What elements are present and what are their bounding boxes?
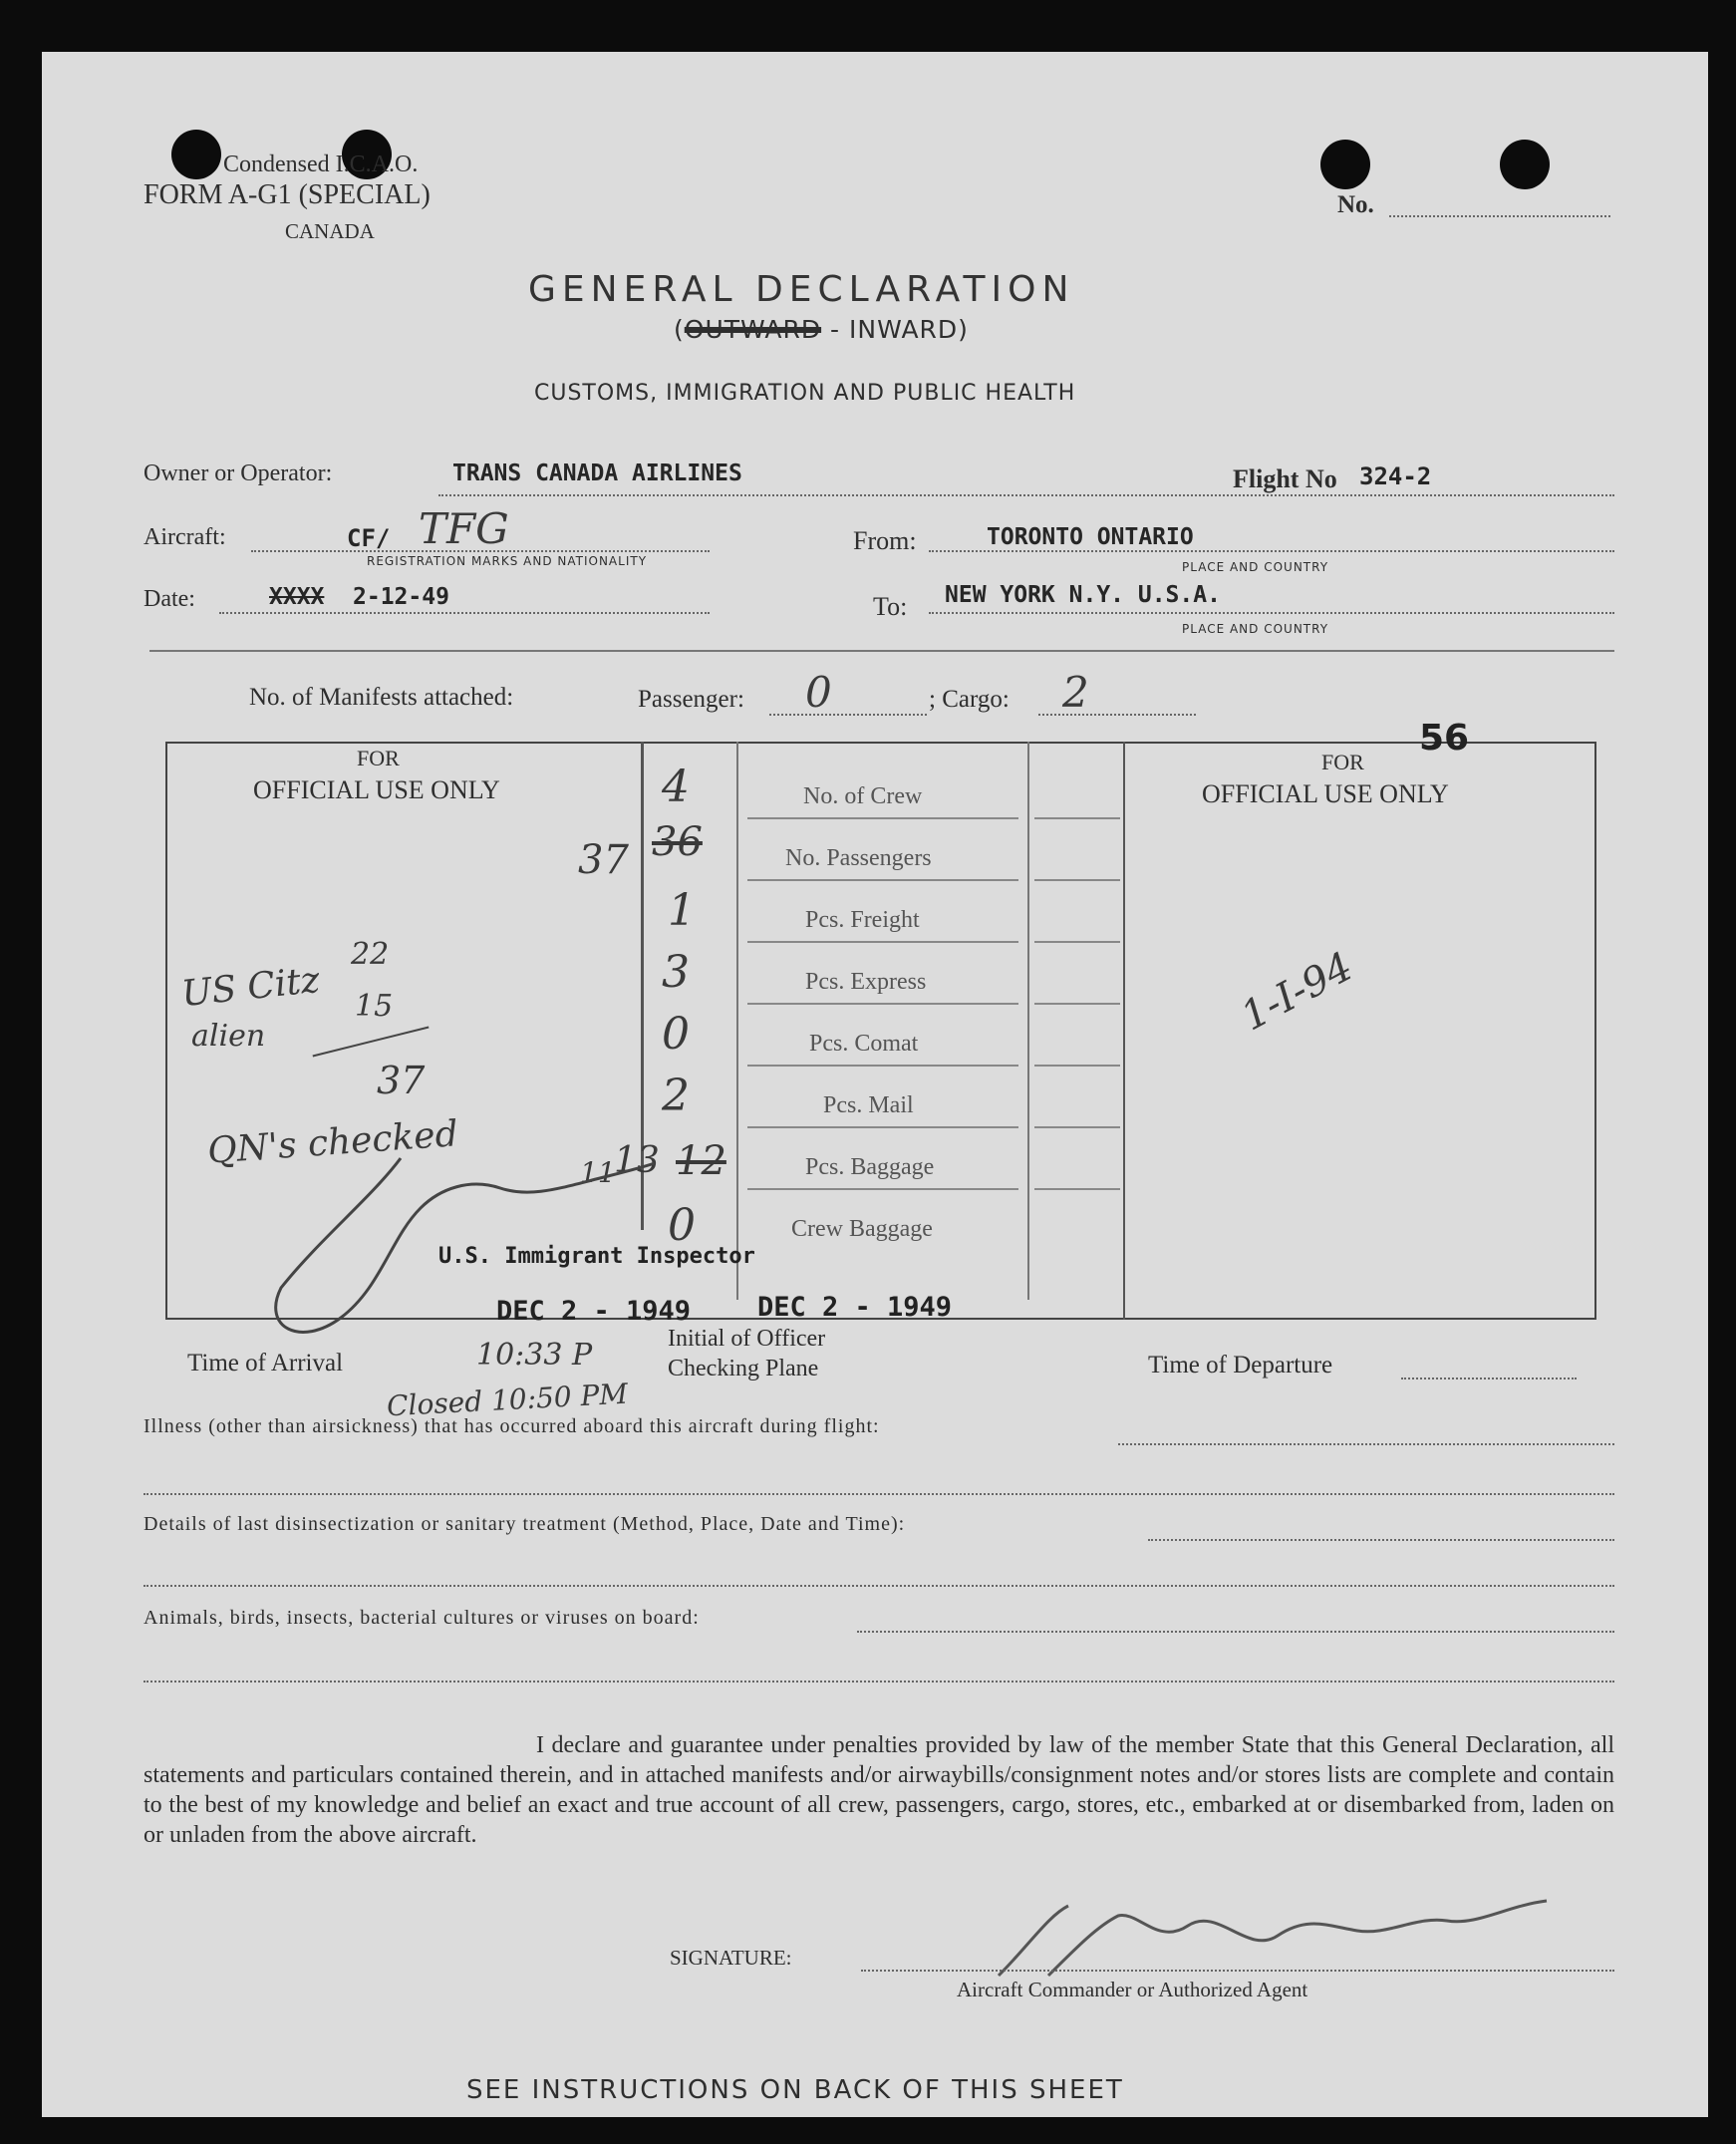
freight-count: 1: [668, 885, 696, 936]
from-label: From:: [853, 526, 917, 555]
date-value: 2-12-49: [353, 584, 449, 610]
owner-line: [438, 494, 1614, 496]
animals-label: Animals, birds, insects, bacterial cultures or viruses on board:: [144, 1607, 700, 1629]
no-field: [1389, 215, 1610, 217]
row-line-3b: [1034, 941, 1120, 943]
owner-label: Owner or Operator:: [144, 460, 333, 486]
officer-label-2: Checking Plane: [668, 1356, 819, 1381]
baggage-correction: 13: [614, 1140, 660, 1181]
mail-count: 2: [662, 1071, 690, 1121]
closed-time-value: Closed 10:50 PM: [386, 1377, 629, 1423]
punch-hole-left-1: [171, 130, 221, 179]
owner-value: TRANS CANADA AIRLINES: [452, 460, 742, 486]
passenger-label: Passenger:: [638, 686, 744, 713]
passengers-label: No. Passengers: [785, 845, 932, 871]
form-id-line1: Condensed I.C.A.O.: [223, 152, 419, 177]
punch-hole-right-2: [1500, 140, 1550, 189]
mail-label: Pcs. Mail: [823, 1092, 914, 1118]
passenger-correction: 37: [578, 837, 629, 883]
punch-hole-right-1: [1320, 140, 1370, 189]
from-line: [929, 550, 1614, 552]
aircraft-caption: REGISTRATION MARKS AND NATIONALITY: [367, 554, 648, 568]
form-category: CUSTOMS, IMMIGRATION AND PUBLIC HEALTH: [534, 381, 1076, 406]
disinsect-label: Details of last disinsectization or sanitary treatment (Method, Place, Date and Time):: [144, 1513, 906, 1535]
to-value: NEW YORK N.Y. U.S.A.: [945, 582, 1221, 608]
declaration-text: I declare and guarantee under penalties provided by law of the member State that this General Declaration, all statements and particulars contained therein, and in attached manifests and/or airwaybills/consignment notes and/or stores lists are complete and contain to the best of my knowledge and belief an exact and true account of all crew, passengers, cargo, stores, etc., embarked at or disembarked from, laden on or unladen from the above aircraft.: [144, 1732, 1614, 1848]
row-line-4: [747, 1003, 1018, 1005]
row-line-5b: [1034, 1065, 1120, 1067]
box-col-divider-3: [1027, 742, 1029, 1300]
aircraft-prefix: CF/: [347, 524, 391, 552]
form-id-line2: FORM A-G1 (SPECIAL): [144, 179, 431, 210]
footer-instructions: SEE INSTRUCTIONS ON BACK OF THIS SHEET: [466, 2075, 1124, 2105]
express-count: 3: [662, 947, 690, 998]
crew-label: No. of Crew: [803, 783, 923, 809]
row-line-1b: [1034, 817, 1120, 819]
animals-line-2: [144, 1681, 1614, 1683]
signature-line: [861, 1970, 1614, 1972]
cargo-manifests-line: [1038, 714, 1196, 716]
row-line-6b: [1034, 1126, 1120, 1128]
illness-line-1: [1118, 1443, 1614, 1445]
right-official-note: 1-I-94: [1234, 943, 1361, 1041]
right-official-title2: OFFICIAL USE ONLY: [1202, 779, 1449, 808]
row-line-2: [747, 879, 1018, 881]
row-line-4b: [1034, 1003, 1120, 1005]
row-line-5: [747, 1065, 1018, 1067]
passengers-count: 36: [652, 819, 703, 865]
note-us-citizens-value: 22: [351, 937, 390, 972]
officer-label-1: Initial of Officer: [668, 1326, 826, 1352]
from-place-caption: PLACE AND COUNTRY: [1182, 560, 1329, 574]
flight-value: 324-2: [1359, 462, 1432, 490]
date-label: Date:: [144, 586, 195, 612]
crew-baggage-label: Crew Baggage: [791, 1216, 933, 1242]
baggage-count: 12: [676, 1138, 726, 1184]
illness-line-2: [144, 1493, 1614, 1495]
baggage-prefix: 11: [580, 1156, 616, 1189]
subtitle-outward-struck: OUTWARD: [684, 315, 822, 344]
subtitle-inward: - INWARD): [830, 315, 969, 344]
departure-label: Time of Departure: [1148, 1352, 1333, 1378]
form-title: GENERAL DECLARATION: [528, 269, 1075, 310]
immigration-stamp-date: DEC 2 - 1949: [496, 1296, 692, 1327]
from-value: TORONTO ONTARIO: [987, 524, 1194, 550]
arrival-value: 10:33 P: [476, 1338, 593, 1373]
immigration-stamp-text: U.S. Immigrant Inspector: [438, 1244, 755, 1269]
departure-line: [1401, 1378, 1577, 1379]
header-separator: [149, 650, 1614, 652]
form-id-line3: CANADA: [285, 219, 375, 243]
signature-label: SIGNATURE:: [670, 1946, 792, 1970]
cargo-manifests-value: 2: [1062, 668, 1089, 717]
disinsect-line-1: [1148, 1539, 1614, 1541]
row-line-7b: [1034, 1188, 1120, 1190]
row-line-7: [747, 1188, 1018, 1190]
freight-label: Pcs. Freight: [805, 907, 920, 933]
left-official-title2: OFFICIAL USE ONLY: [253, 775, 500, 804]
note-aliens-value: 15: [355, 989, 394, 1024]
crew-baggage-count: 0: [668, 1200, 696, 1251]
row-line-3: [747, 941, 1018, 943]
aircraft-label: Aircraft:: [144, 524, 226, 550]
form-sheet: [42, 52, 1708, 2117]
passenger-manifests-value: 0: [805, 668, 832, 717]
baggage-label: Pcs. Baggage: [805, 1154, 935, 1180]
row-line-6: [747, 1126, 1018, 1128]
arrival-label: Time of Arrival: [187, 1350, 344, 1377]
box-col-divider-4: [1123, 742, 1125, 1320]
right-official-title1: FOR: [1321, 750, 1364, 774]
date-line: [219, 612, 710, 614]
note-checked: QN's checked: [205, 1113, 459, 1172]
note-total: 37: [377, 1059, 426, 1102]
crew-count: 4: [662, 762, 690, 812]
cargo-label: ; Cargo:: [929, 686, 1010, 713]
aircraft-value: TFG: [419, 504, 509, 553]
to-line: [929, 612, 1614, 614]
officer-stamp-date: DEC 2 - 1949: [757, 1292, 953, 1323]
illness-label: Illness (other than airsickness) that has occurred aboard this aircraft during flight:: [144, 1415, 880, 1437]
row-line-1: [747, 817, 1018, 819]
to-place-caption: PLACE AND COUNTRY: [1182, 622, 1329, 636]
express-label: Pcs. Express: [805, 969, 927, 995]
date-struck: XXXX: [269, 584, 325, 610]
animals-line-1: [857, 1631, 1614, 1633]
manifests-label: No. of Manifests attached:: [249, 684, 514, 711]
note-aliens: alien: [191, 1019, 266, 1054]
aircraft-line: [251, 550, 710, 552]
disinsect-line-2: [144, 1585, 1614, 1587]
flight-label: Flight No: [1233, 464, 1337, 493]
passenger-manifests-line: [769, 714, 927, 716]
box-col-divider-2: [736, 742, 738, 1300]
comat-label: Pcs. Comat: [809, 1031, 919, 1057]
subtitle-open-paren: (: [674, 315, 685, 344]
note-us-citizens: US Citz: [179, 959, 322, 1016]
form-subtitle: [674, 315, 969, 344]
comat-count: 0: [662, 1009, 690, 1060]
row-line-2b: [1034, 879, 1120, 881]
left-official-title1: FOR: [357, 746, 400, 770]
no-label: No.: [1337, 191, 1374, 218]
to-label: To:: [873, 592, 908, 621]
signature-caption: Aircraft Commander or Authorized Agent: [957, 1978, 1308, 2001]
box-number-56: 56: [1419, 718, 1470, 759]
